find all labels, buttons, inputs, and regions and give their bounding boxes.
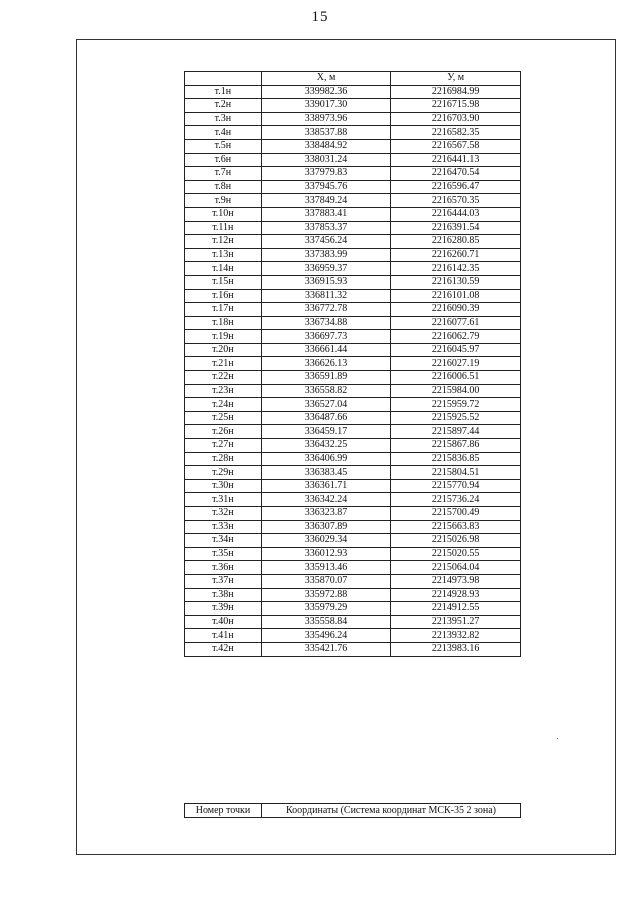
coordinates-table — [184, 71, 521, 657]
x-coordinate-cell: 335913.46 — [261, 561, 391, 575]
table-row — [185, 561, 521, 575]
x-coordinate-cell: 337979.83 — [261, 167, 391, 181]
x-coordinate-cell: 336459.17 — [261, 425, 391, 439]
table-row — [185, 507, 521, 521]
x-coordinate-cell: 338031.24 — [261, 153, 391, 167]
x-coordinate-cell: 336734.88 — [261, 316, 391, 330]
y-coordinate-cell: 2215984.00 — [391, 384, 521, 398]
y-coordinate-cell: 2216470.54 — [391, 167, 521, 181]
x-coordinate-cell: 336361.71 — [261, 479, 391, 493]
y-coordinate-cell: 2216984.99 — [391, 85, 521, 99]
y-coordinate-cell: 2216703.90 — [391, 112, 521, 126]
legend-table — [184, 803, 521, 818]
y-coordinate-cell: 2216090.39 — [391, 303, 521, 317]
table-row — [185, 615, 521, 629]
point-name-cell: т.17н — [185, 303, 262, 317]
point-name-cell: т.23н — [185, 384, 262, 398]
header-x-cell: X, м — [261, 72, 391, 86]
x-coordinate-cell: 336591.89 — [261, 371, 391, 385]
y-coordinate-cell: 2215867.86 — [391, 439, 521, 453]
legend-point-number-cell: Номер точки — [185, 804, 262, 818]
header-row — [185, 72, 521, 86]
point-name-cell: т.7н — [185, 167, 262, 181]
y-coordinate-cell: 2215026.98 — [391, 534, 521, 548]
table-row — [185, 112, 521, 126]
y-coordinate-cell: 2216582.35 — [391, 126, 521, 140]
legend-row — [185, 804, 521, 818]
table-row — [185, 398, 521, 412]
point-name-cell: т.1н — [185, 85, 262, 99]
x-coordinate-cell: 336772.78 — [261, 303, 391, 317]
point-name-cell: т.21н — [185, 357, 262, 371]
x-coordinate-cell: 336697.73 — [261, 330, 391, 344]
y-coordinate-cell: 2216570.35 — [391, 194, 521, 208]
x-coordinate-cell: 336959.37 — [261, 262, 391, 276]
point-name-cell: т.2н — [185, 99, 262, 113]
header-y-cell: У, м — [391, 72, 521, 86]
table-row — [185, 547, 521, 561]
point-name-cell: т.38н — [185, 588, 262, 602]
point-name-cell: т.30н — [185, 479, 262, 493]
table-row — [185, 642, 521, 656]
x-coordinate-cell: 336558.82 — [261, 384, 391, 398]
x-coordinate-cell: 335870.07 — [261, 574, 391, 588]
table-row — [185, 439, 521, 453]
header-point-cell — [185, 72, 262, 86]
point-name-cell: т.40н — [185, 615, 262, 629]
table-row — [185, 493, 521, 507]
y-coordinate-cell: 2216101.08 — [391, 289, 521, 303]
point-name-cell: т.24н — [185, 398, 262, 412]
x-coordinate-cell: 337853.37 — [261, 221, 391, 235]
point-name-cell: т.14н — [185, 262, 262, 276]
y-coordinate-cell: 2216130.59 — [391, 275, 521, 289]
point-name-cell: т.11н — [185, 221, 262, 235]
point-name-cell: т.12н — [185, 235, 262, 249]
point-name-cell: т.25н — [185, 411, 262, 425]
point-name-cell: т.29н — [185, 466, 262, 480]
point-name-cell: т.39н — [185, 602, 262, 616]
table-row — [185, 479, 521, 493]
y-coordinate-cell: 2216715.98 — [391, 99, 521, 113]
point-name-cell: т.36н — [185, 561, 262, 575]
x-coordinate-cell: 338973.96 — [261, 112, 391, 126]
point-name-cell: т.5н — [185, 139, 262, 153]
x-coordinate-cell: 339982.36 — [261, 85, 391, 99]
y-coordinate-cell: 2215700.49 — [391, 507, 521, 521]
y-coordinate-cell: 2215064.04 — [391, 561, 521, 575]
table-row — [185, 411, 521, 425]
table-row — [185, 384, 521, 398]
table-row — [185, 275, 521, 289]
table-row — [185, 153, 521, 167]
y-coordinate-cell: 2216441.13 — [391, 153, 521, 167]
y-coordinate-cell: 2213951.27 — [391, 615, 521, 629]
y-coordinate-cell: 2216567.58 — [391, 139, 521, 153]
table-row — [185, 248, 521, 262]
table-row — [185, 262, 521, 276]
y-coordinate-cell: 2215804.51 — [391, 466, 521, 480]
x-coordinate-cell: 336811.32 — [261, 289, 391, 303]
table-row — [185, 99, 521, 113]
table-row — [185, 520, 521, 534]
table-row — [185, 343, 521, 357]
x-coordinate-cell: 336527.04 — [261, 398, 391, 412]
point-name-cell: т.35н — [185, 547, 262, 561]
point-name-cell: т.20н — [185, 343, 262, 357]
table-row — [185, 180, 521, 194]
x-coordinate-cell: 335421.76 — [261, 642, 391, 656]
x-coordinate-cell: 336626.13 — [261, 357, 391, 371]
y-coordinate-cell: 2216444.03 — [391, 207, 521, 221]
x-coordinate-cell: 337383.99 — [261, 248, 391, 262]
coordinates-table-header — [185, 72, 521, 86]
x-coordinate-cell: 336012.93 — [261, 547, 391, 561]
x-coordinate-cell: 337883.41 — [261, 207, 391, 221]
table-row — [185, 303, 521, 317]
table-row — [185, 85, 521, 99]
y-coordinate-cell: 2216142.35 — [391, 262, 521, 276]
x-coordinate-cell: 335979.29 — [261, 602, 391, 616]
table-row — [185, 629, 521, 643]
y-coordinate-cell: 2216280.85 — [391, 235, 521, 249]
y-coordinate-cell: 2216045.97 — [391, 343, 521, 357]
y-coordinate-cell: 2215959.72 — [391, 398, 521, 412]
y-coordinate-cell: 2216006.51 — [391, 371, 521, 385]
coordinates-table-body — [185, 85, 521, 656]
point-name-cell: т.26н — [185, 425, 262, 439]
point-name-cell: т.9н — [185, 194, 262, 208]
table-row — [185, 194, 521, 208]
point-name-cell: т.33н — [185, 520, 262, 534]
point-name-cell: т.4н — [185, 126, 262, 140]
page-number: 15 — [311, 9, 329, 25]
point-name-cell: т.10н — [185, 207, 262, 221]
x-coordinate-cell: 337849.24 — [261, 194, 391, 208]
table-row — [185, 167, 521, 181]
point-name-cell: т.32н — [185, 507, 262, 521]
point-name-cell: т.27н — [185, 439, 262, 453]
x-coordinate-cell: 337945.76 — [261, 180, 391, 194]
table-row — [185, 588, 521, 602]
x-coordinate-cell: 335558.84 — [261, 615, 391, 629]
x-coordinate-cell: 336383.45 — [261, 466, 391, 480]
y-coordinate-cell: 2215836.85 — [391, 452, 521, 466]
point-name-cell: т.41н — [185, 629, 262, 643]
point-name-cell: т.42н — [185, 642, 262, 656]
y-coordinate-cell: 2216391.54 — [391, 221, 521, 235]
x-coordinate-cell: 339017.30 — [261, 99, 391, 113]
point-name-cell: т.34н — [185, 534, 262, 548]
scan-speck — [557, 738, 558, 739]
legend-coordinates-cell: Координаты (Система координат МСК-35 2 зона) — [262, 804, 521, 818]
table-row — [185, 357, 521, 371]
point-name-cell: т.13н — [185, 248, 262, 262]
point-name-cell: т.6н — [185, 153, 262, 167]
y-coordinate-cell: 2213932.82 — [391, 629, 521, 643]
y-coordinate-cell: 2215736.24 — [391, 493, 521, 507]
table-row — [185, 289, 521, 303]
y-coordinate-cell: 2215663.83 — [391, 520, 521, 534]
table-row — [185, 452, 521, 466]
x-coordinate-cell: 336307.89 — [261, 520, 391, 534]
x-coordinate-cell: 335972.88 — [261, 588, 391, 602]
y-coordinate-cell: 2216027.19 — [391, 357, 521, 371]
point-name-cell: т.15н — [185, 275, 262, 289]
table-row — [185, 126, 521, 140]
y-coordinate-cell: 2214928.93 — [391, 588, 521, 602]
table-row — [185, 221, 521, 235]
table-row — [185, 425, 521, 439]
table-row — [185, 574, 521, 588]
x-coordinate-cell: 336342.24 — [261, 493, 391, 507]
point-name-cell: т.3н — [185, 112, 262, 126]
point-name-cell: т.37н — [185, 574, 262, 588]
table-row — [185, 534, 521, 548]
x-coordinate-cell: 336323.87 — [261, 507, 391, 521]
table-row — [185, 316, 521, 330]
x-coordinate-cell: 336406.99 — [261, 452, 391, 466]
x-coordinate-cell: 335496.24 — [261, 629, 391, 643]
point-name-cell: т.28н — [185, 452, 262, 466]
x-coordinate-cell: 336029.34 — [261, 534, 391, 548]
x-coordinate-cell: 336432.25 — [261, 439, 391, 453]
table-row — [185, 602, 521, 616]
point-name-cell: т.22н — [185, 371, 262, 385]
table-row — [185, 330, 521, 344]
point-name-cell: т.18н — [185, 316, 262, 330]
y-coordinate-cell: 2215020.55 — [391, 547, 521, 561]
point-name-cell: т.8н — [185, 180, 262, 194]
y-coordinate-cell: 2216062.79 — [391, 330, 521, 344]
table-row — [185, 139, 521, 153]
table-row — [185, 207, 521, 221]
x-coordinate-cell: 338537.88 — [261, 126, 391, 140]
x-coordinate-cell: 336487.66 — [261, 411, 391, 425]
x-coordinate-cell: 336915.93 — [261, 275, 391, 289]
x-coordinate-cell: 338484.92 — [261, 139, 391, 153]
y-coordinate-cell: 2216077.61 — [391, 316, 521, 330]
x-coordinate-cell: 337456.24 — [261, 235, 391, 249]
point-name-cell: т.31н — [185, 493, 262, 507]
point-name-cell: т.19н — [185, 330, 262, 344]
y-coordinate-cell: 2213983.16 — [391, 642, 521, 656]
x-coordinate-cell: 336661.44 — [261, 343, 391, 357]
y-coordinate-cell: 2216260.71 — [391, 248, 521, 262]
table-row — [185, 466, 521, 480]
y-coordinate-cell: 2215925.52 — [391, 411, 521, 425]
y-coordinate-cell: 2215897.44 — [391, 425, 521, 439]
y-coordinate-cell: 2216596.47 — [391, 180, 521, 194]
point-name-cell: т.16н — [185, 289, 262, 303]
y-coordinate-cell: 2215770.94 — [391, 479, 521, 493]
table-row — [185, 235, 521, 249]
table-row — [185, 371, 521, 385]
y-coordinate-cell: 2214912.55 — [391, 602, 521, 616]
y-coordinate-cell: 2214973.98 — [391, 574, 521, 588]
